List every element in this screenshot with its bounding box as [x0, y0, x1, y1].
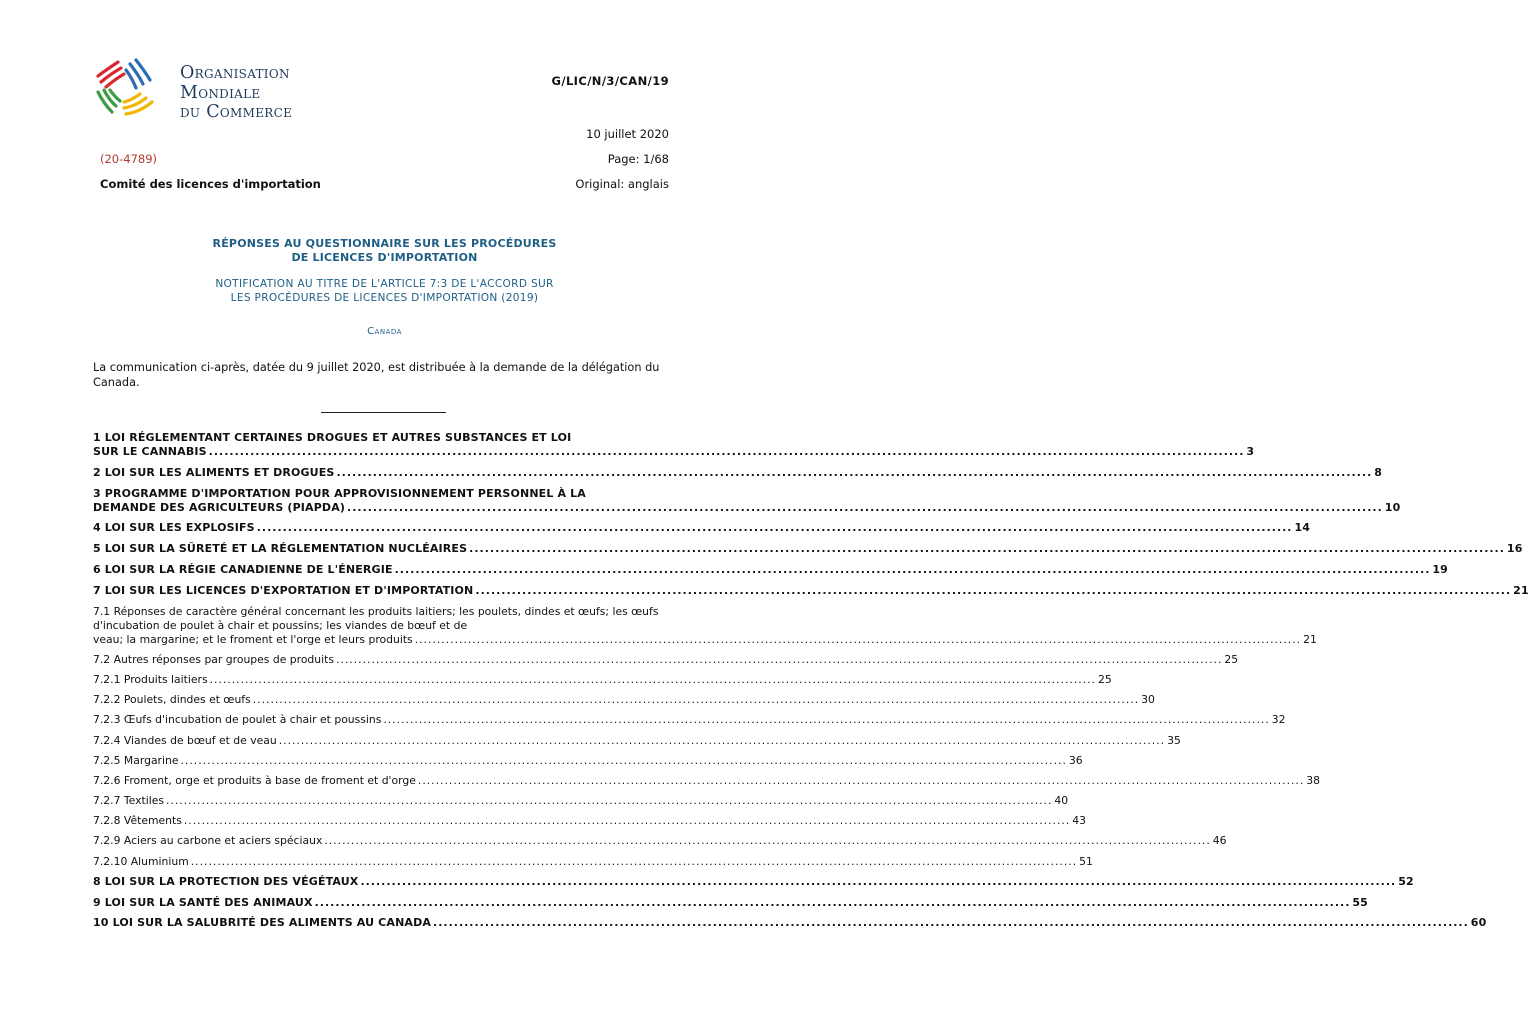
toc-page-number: 35 [1167, 733, 1181, 747]
toc-entry-title: 7.2.8 Vêtements [93, 814, 182, 828]
toc-page-number: 19 [1432, 562, 1448, 576]
toc-leader-dots: ........................................................................................................................................................................................................ [209, 672, 1096, 686]
toc-entry-title: 10 LOI SUR LA SALUBRITÉ DES ALIMENTS AU CANADA [93, 916, 432, 930]
toc-entry[interactable] [93, 874, 1414, 889]
separator-rule [321, 412, 446, 413]
document-date: 10 juillet 2020 [586, 127, 669, 141]
toc-leader-dots: ........................................................................................................................................................................................................ [394, 562, 1431, 576]
toc-leader-dots: ........................................................................................................................................................................................................ [417, 773, 1305, 787]
document-title [100, 237, 669, 264]
toc-entry-title: 7.2.1 Produits laitiers [93, 672, 208, 686]
toc-entry[interactable] [93, 753, 1083, 768]
subtitle-line-1: NOTIFICATION AU TITRE DE L'ARTICLE 7:3 DE L'ACCORD SUR [215, 278, 554, 290]
toc-entry[interactable] [93, 794, 1069, 808]
document-subtitle [100, 278, 669, 305]
toc-page-number: 16 [1506, 542, 1523, 556]
org-line-3: du Commerce [180, 102, 293, 122]
toc-entry-title: 8 LOI SUR LA PROTECTION DES VÉGÉTAUX [93, 874, 359, 888]
subtitle-line-2: LES PROCÉDURES DE LICENCES D'IMPORTATION (2019) [230, 291, 539, 304]
toc-entry[interactable] [93, 542, 1523, 556]
toc-page-number: 25 [1097, 672, 1112, 686]
toc-leader-dots: ........................................................................................................................................................................................................ [208, 445, 1245, 458]
toc-entry[interactable] [93, 672, 1112, 687]
toc-leader-dots: ........................................................................................................................................................................................................ [433, 916, 1469, 930]
toc-leader-dots: ........................................................................................................................................................................................................ [335, 652, 1223, 666]
document-symbol: G/LIC/N/3/CAN/19 [551, 74, 669, 88]
toc-page-number: 21 [1303, 632, 1317, 646]
toc-entry[interactable] [93, 713, 1286, 727]
toc-page-number: 21 [1513, 583, 1529, 597]
toc-page-number: 60 [1470, 916, 1487, 930]
toc-leader-dots: ........................................................................................................................................................................................................ [314, 895, 1351, 909]
toc-leader-dots: ........................................................................................................................................................................................................ [166, 794, 1053, 808]
toc-entry-title: 7 LOI SUR LES LICENCES D'EXPORTATION ET D'IMPORTATION [93, 583, 474, 597]
toc-entry-title: 7.2.7 Textiles [93, 794, 165, 808]
toc-page-number: 14 [1294, 521, 1311, 535]
toc-entry-title: SUR LE CANNABIS [93, 445, 207, 458]
toc-leader-dots: ........................................................................................................................................................................................................ [324, 834, 1211, 848]
toc-entry[interactable] [93, 521, 1311, 535]
toc-entry[interactable] [93, 854, 1093, 869]
toc-entry-title: 7.2.2 Poulets, dindes et œufs [93, 693, 251, 707]
original-language: Original: anglais [575, 177, 669, 191]
toc-page-number: 55 [1352, 895, 1368, 909]
toc-page-number: 8 [1374, 465, 1383, 479]
org-line-1: Organisation [180, 63, 290, 83]
toc-entry[interactable] [93, 814, 1086, 828]
toc-entry[interactable] [93, 431, 1255, 459]
toc-page-number: 52 [1398, 874, 1414, 888]
toc-entry-title: 9 LOI SUR LA SANTÉ DES ANIMAUX [93, 895, 313, 909]
toc-entry-title: 6 LOI SUR LA RÉGIE CANADIENNE DE L'ÉNERGIE [93, 562, 393, 576]
toc-entry-title: 7.2.10 Aluminium [93, 854, 189, 868]
toc-leader-dots: ........................................................................................................................................................................................................ [180, 753, 1067, 767]
toc-page-number: 51 [1079, 854, 1093, 868]
toc-entry[interactable] [93, 733, 1181, 748]
toc-entry-heading: 3 PROGRAMME D'IMPORTATION POUR APPROVISIONNEMENT PERSONNEL À LA [93, 486, 586, 500]
title-line-2: DE LICENCES D'IMPORTATION [291, 250, 478, 264]
toc-leader-dots: ........................................................................................................................................................................................................ [347, 500, 1383, 514]
toc-page-number: 40 [1054, 794, 1069, 808]
toc-entry[interactable] [93, 834, 1227, 848]
toc-entry[interactable] [93, 652, 1239, 667]
toc-leader-dots: ........................................................................................................................................................................................................ [360, 874, 1397, 888]
toc-entry-title: 7.2.9 Aciers au carbone et aciers spéciaux [93, 834, 323, 848]
org-line-2: Mondiale [180, 82, 261, 103]
toc-leader-dots: ........................................................................................................................................................................................................ [190, 854, 1078, 868]
toc-leader-dots: ........................................................................................................................................................................................................ [469, 542, 1505, 556]
toc-page-number: 30 [1141, 693, 1155, 707]
toc-entry[interactable] [93, 562, 1448, 577]
page-number: Page: 1/68 [607, 152, 669, 166]
toc-entry-heading: 1 LOI RÉGLEMENTANT CERTAINES DROGUES ET AUTRES SUBSTANCES ET LOI [93, 431, 572, 444]
toc-entry-title: veau; la margarine; et le froment et l'orge et leurs produits [93, 632, 413, 646]
toc-entry-title: 7.2.5 Margarine [93, 753, 179, 767]
toc-entry[interactable] [93, 773, 1321, 788]
toc-entry[interactable] [93, 465, 1383, 480]
toc-entry[interactable] [93, 604, 1317, 647]
country-name: Canada [367, 326, 402, 337]
intro-paragraph: La communication ci-après, datée du 9 juillet 2020, est distribuée à la demande de la délégation du Canada. [93, 361, 660, 389]
toc-page-number: 43 [1072, 814, 1086, 828]
toc-entry[interactable] [93, 693, 1155, 707]
toc-leader-dots: ........................................................................................................................................................................................................ [256, 521, 1293, 535]
toc-page-number: 36 [1068, 753, 1083, 767]
toc-entry-title: 7.2.4 Viandes de bœuf et de veau [93, 733, 277, 747]
toc-leader-dots: ........................................................................................................................................................................................................ [383, 713, 1270, 727]
toc-leader-dots: ........................................................................................................................................................................................................ [252, 693, 1140, 707]
toc-leader-dots: ........................................................................................................................................................................................................ [414, 632, 1302, 646]
toc-entry-title: 5 LOI SUR LA SÛRETÉ ET LA RÉGLEMENTATION NUCLÉAIRES [93, 542, 468, 556]
toc-entry[interactable] [93, 916, 1487, 930]
toc-entry-title: 7.2.6 Froment, orge et produits à base de froment et d'orge [93, 773, 416, 787]
toc-entry[interactable] [93, 583, 1529, 598]
table-of-contents [93, 431, 1529, 937]
toc-page-number: 25 [1224, 652, 1239, 666]
toc-leader-dots: ........................................................................................................................................................................................................ [475, 583, 1512, 597]
toc-leader-dots: ........................................................................................................................................................................................................ [336, 465, 1373, 479]
toc-page-number: 32 [1271, 713, 1286, 727]
document-reference: (20-4789) [100, 152, 158, 166]
organization-name [180, 64, 292, 123]
toc-entry-title: 2 LOI SUR LES ALIMENTS ET DROGUES [93, 465, 335, 479]
toc-entry[interactable] [93, 486, 1401, 515]
title-line-1: RÉPONSES AU QUESTIONNAIRE SUR LES PROCÉDURES [212, 237, 557, 250]
committee-name: Comité des licences d'importation [100, 177, 321, 191]
toc-page-number: 10 [1384, 500, 1401, 514]
toc-page-number: 38 [1306, 773, 1321, 787]
toc-entry-heading: 7.1 Réponses de caractère général concernant les produits laitiers; les poulets, dindes et œufs; les œufs d'incubation de poulet à chair et poussins; les viandes de bœuf et de [93, 604, 659, 632]
toc-entry-title: DEMANDE DES AGRICULTEURS (PIAPDA) [93, 500, 346, 514]
toc-entry-title: 7.2 Autres réponses par groupes de produits [93, 652, 334, 666]
toc-page-number: 46 [1212, 834, 1227, 848]
toc-entry[interactable] [93, 895, 1368, 910]
toc-entry-title: 7.2.3 Œufs d'incubation de poulet à chair et poussins [93, 713, 382, 727]
toc-entry-title: 4 LOI SUR LES EXPLOSIFS [93, 521, 255, 535]
toc-page-number: 3 [1246, 445, 1255, 458]
toc-leader-dots: ........................................................................................................................................................................................................ [278, 733, 1166, 747]
toc-leader-dots: ........................................................................................................................................................................................................ [183, 814, 1071, 828]
wto-logo-icon [88, 56, 160, 122]
